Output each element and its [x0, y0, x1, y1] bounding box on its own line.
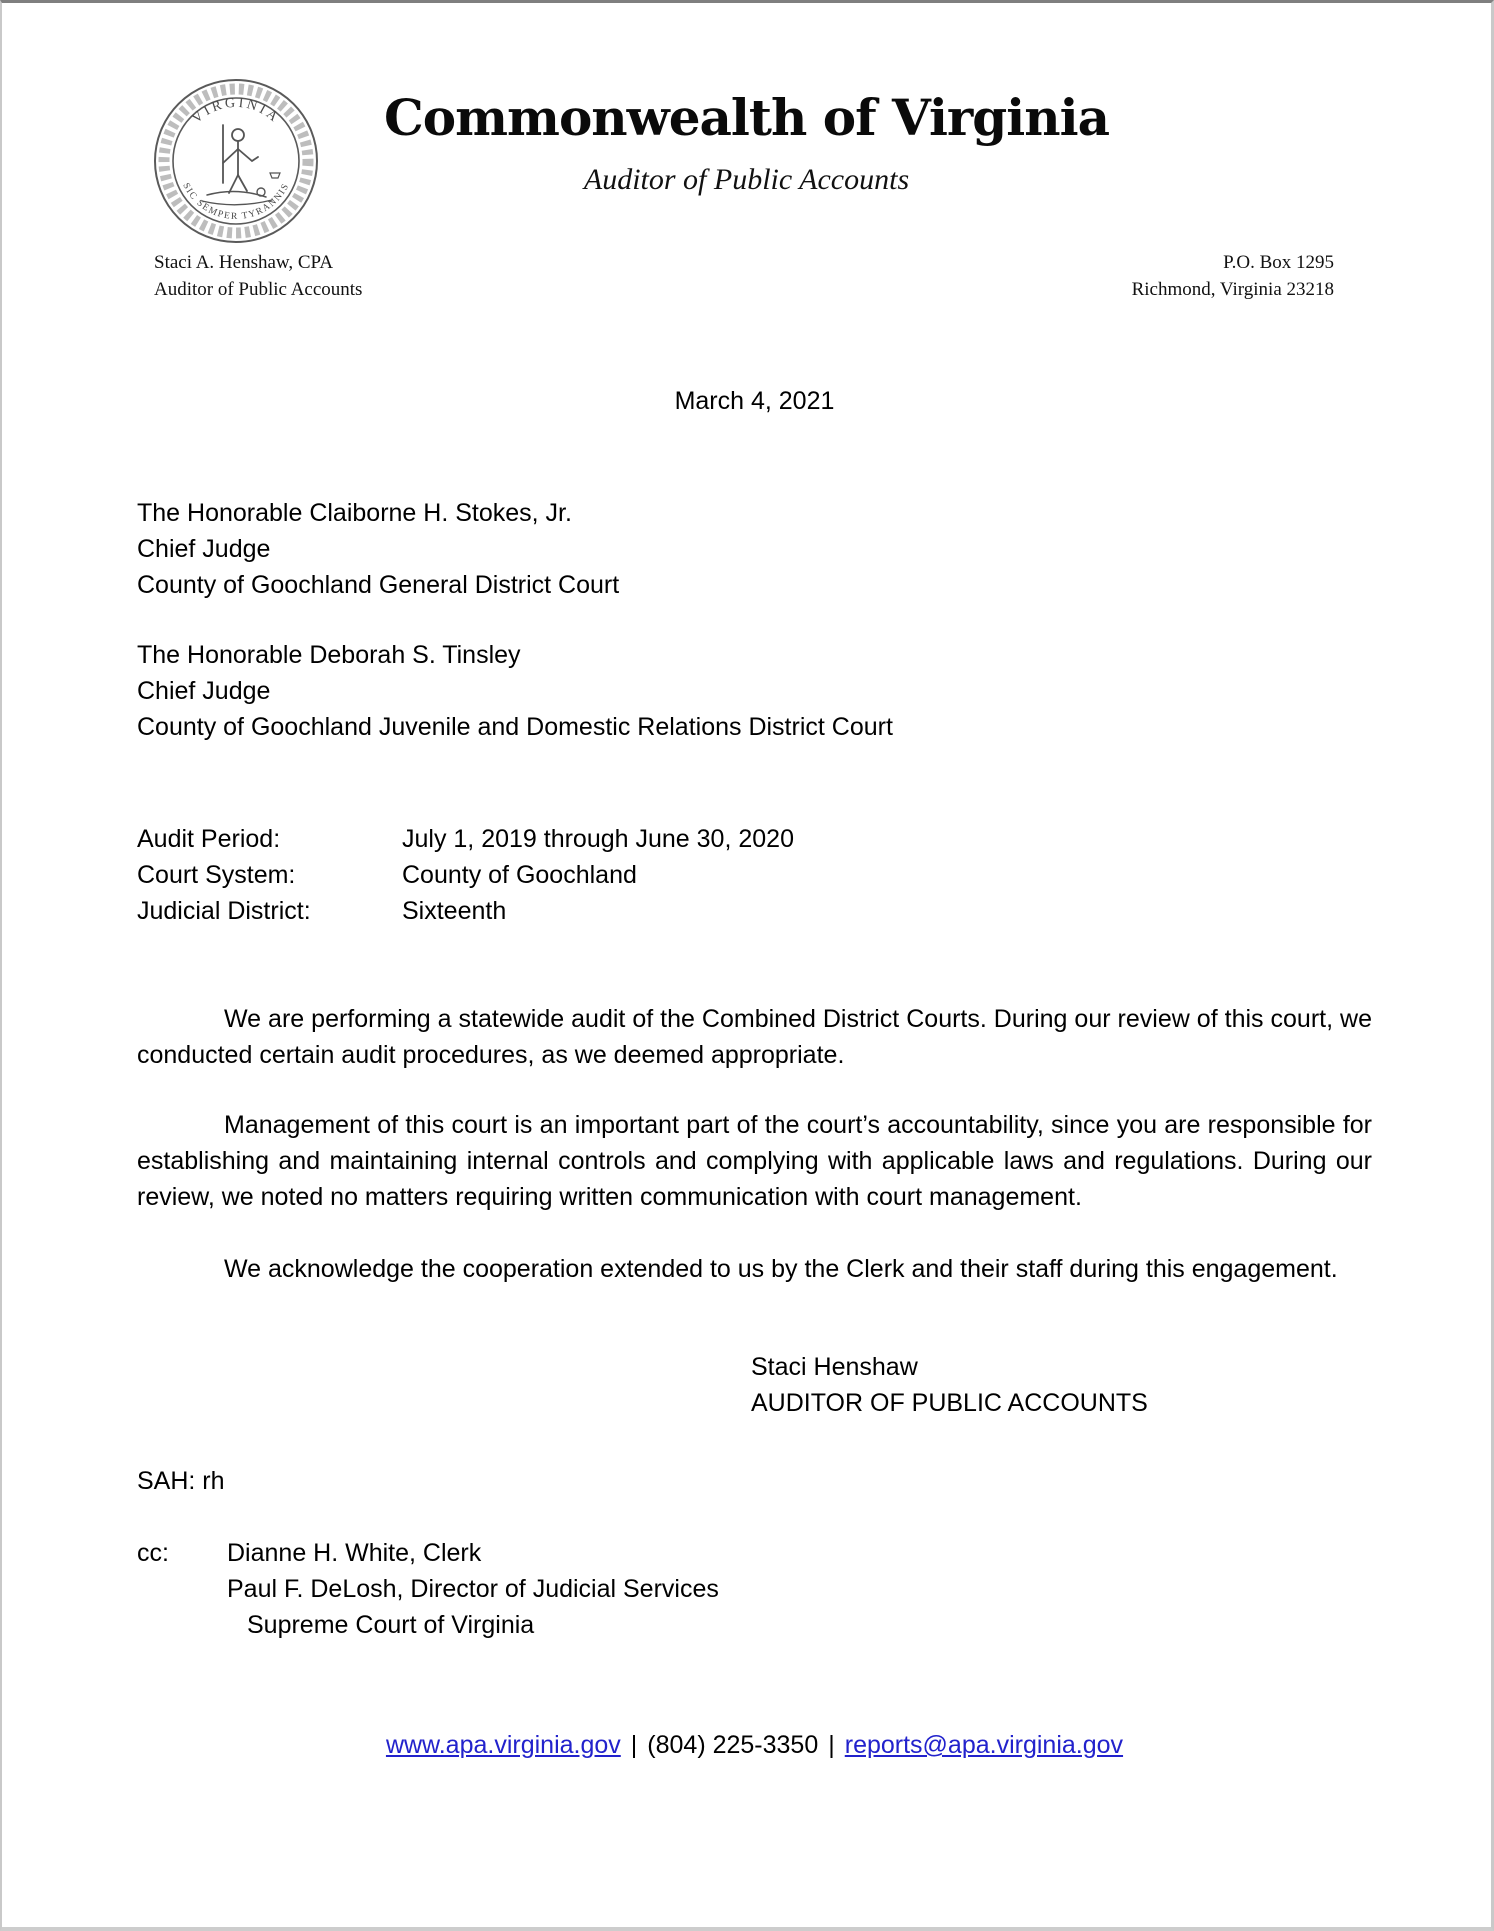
recipient-line: County of Goochland General District Court: [137, 571, 620, 599]
recipient-block: [137, 637, 1372, 745]
audit-info-label: Judicial District:: [137, 897, 311, 925]
footer-email-link[interactable]: reports@apa.virginia.gov: [844, 1731, 1124, 1759]
cc-block: [137, 1535, 1372, 1643]
org-subtitle: Auditor of Public Accounts: [583, 163, 910, 196]
body-paragraph: We are performing a statewide audit of the Combined District Courts. During our review of this court, we conducted certain audit procedures, as we deemed appropriate.: [137, 1005, 1372, 1069]
masthead: [2, 88, 1491, 197]
body-paragraph: Management of this court is an important part of the court’s accountability, since you are responsible for establishing and maintaining internal controls and complying with applicable laws and regulations. During our review, we noted no matters requiring written communication with court management.: [137, 1111, 1372, 1211]
footer-website-link[interactable]: www.apa.virginia.gov: [385, 1731, 621, 1759]
cc-item: Paul F. DeLosh, Director of Judicial Services: [227, 1575, 719, 1603]
audit-info-value: July 1, 2019 through June 30, 2020: [402, 825, 794, 853]
cc-item: Dianne H. White, Clerk: [227, 1539, 482, 1567]
letter-body: [137, 383, 1372, 1763]
address-line-2: Richmond, Virginia 23218: [1131, 279, 1334, 300]
cc-item: Supreme Court of Virginia: [247, 1611, 535, 1639]
footer-separator: |: [828, 1731, 835, 1759]
signature-block: [751, 1349, 1372, 1421]
body-paragraph: We acknowledge the cooperation extended to us by the Clerk and their staff during this engagement.: [224, 1255, 1338, 1283]
audit-info: [137, 821, 1372, 929]
seal-top-text: VIRGINIA: [189, 95, 283, 127]
header-columns: [154, 249, 1334, 303]
audit-info-value: County of Goochland: [402, 861, 637, 889]
audit-info-label: Audit Period:: [137, 825, 281, 853]
audit-info-row: [137, 857, 1372, 893]
recipient-line: Chief Judge: [137, 677, 271, 705]
letter-date: March 4, 2021: [674, 387, 835, 415]
official-name: Staci A. Henshaw, CPA: [154, 252, 334, 273]
audit-info-row: [137, 893, 1372, 929]
org-title: Commonwealth of Virginia: [384, 88, 1109, 147]
footer-phone: (804) 225-3350: [647, 1731, 819, 1759]
recipient-block: [137, 495, 1372, 603]
footer-separator: |: [630, 1731, 638, 1759]
footer-contact-line: [137, 1727, 1372, 1763]
seal-bottom-text: SIC SEMPER TYRANNIS: [180, 181, 292, 223]
signature-name: Staci Henshaw: [751, 1353, 918, 1381]
address-block: [1132, 249, 1334, 303]
cc-label: cc:: [137, 1539, 169, 1567]
signature-title: AUDITOR OF PUBLIC ACCOUNTS: [751, 1389, 1148, 1417]
audit-info-label: Court System:: [137, 861, 296, 889]
recipient-line: The Honorable Claiborne H. Stokes, Jr.: [137, 499, 572, 527]
cc-list: [227, 1535, 1372, 1643]
recipient-line: The Honorable Deborah S. Tinsley: [137, 641, 521, 669]
official-block: [154, 249, 362, 303]
audit-info-row: [137, 821, 1372, 857]
recipient-line: County of Goochland Juvenile and Domestic Relations District Court: [137, 713, 893, 741]
official-title: Auditor of Public Accounts: [154, 279, 363, 300]
address-line-1: P.O. Box 1295: [1223, 252, 1334, 273]
audit-info-value: Sixteenth: [402, 897, 507, 925]
recipient-line: Chief Judge: [137, 535, 271, 563]
reference-initials: SAH: rh: [137, 1467, 225, 1495]
